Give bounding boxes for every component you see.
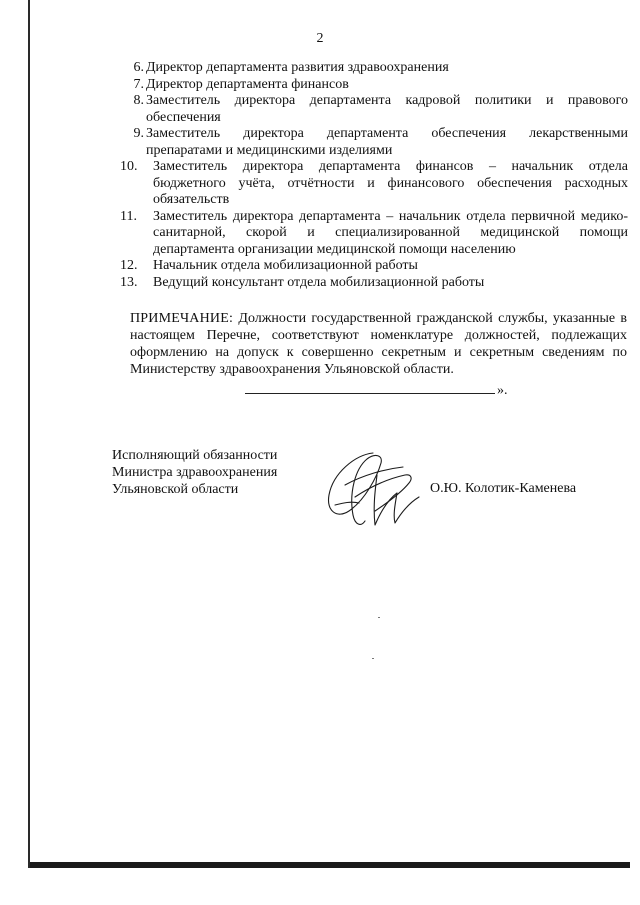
note-label: ПРИМЕЧАНИЕ: [130,311,234,326]
scan-left-border [28,0,30,868]
signer-title-line: Министра здравоохранения [112,465,278,480]
signer-name: О.Ю. Колотик-Каменева [430,481,577,496]
closing-rule [245,381,495,394]
scan-bottom-border [30,862,630,868]
list-item [120,126,628,159]
note-paragraph [130,310,627,378]
list-item-text: Начальник отдела мобилизационной работы [153,258,418,273]
page-number: 2 [316,31,324,46]
list-item [120,275,628,292]
signer-title [112,447,322,498]
list-item-number: 13. [120,274,138,290]
list-item [120,60,628,77]
list-item-text: Заместитель директора департамента кадровой политики и правового обеспечения [146,93,628,125]
list-item-number: 10. [120,159,138,174]
position-list [120,60,628,291]
list-item-text: Ведущий консультант отдела мобилизационной работы [153,274,485,290]
list-item-text: Заместитель директора департамента – начальник отдела первичной медико-санитарной, скорой и специализированной медицинской помощи департамента организации медицинской помощи населению [153,208,628,257]
scan-speck [372,658,374,659]
list-item [120,93,628,126]
list-item-text: Директор департамента развития здравоохранения [146,60,449,75]
list-item-text: Заместитель директора департамента финансов – начальник отдела бюджетного учёта, отчётности и финансового обеспечения расходных обязательств [153,159,628,207]
list-item-text: Заместитель директора департамента обеспечения лекарственными препаратами и медицинскими изделиями [146,126,628,158]
list-item-text: Директор департамента финансов [146,76,349,92]
note-text: Должности государственной гражданской службы, указанные в настоящем Перечне, соответствуют номенклатуре должностей, подлежащих оформлению на допуск к совершенно секретным и секретным сведениям по Министерству здравоохранения Ульяновской области. [130,311,627,377]
list-item [120,159,628,209]
handwritten-signature [315,445,425,535]
list-item-number: 8. [133,93,144,108]
scan-speck [378,617,380,618]
list-item-number: 11. [120,208,137,224]
list-item [120,258,628,275]
list-item [120,77,628,94]
signer-title-line: Исполняющий обязанности [112,448,278,463]
list-item-number: 7. [133,76,144,92]
closing-line [245,381,508,397]
list-item-number: 12. [120,258,138,273]
signer-title-line: Ульяновской области [112,482,239,497]
closing-mark: ». [497,383,508,398]
list-item-number: 9. [133,126,144,141]
list-item [120,209,628,259]
list-item-number: 6. [133,60,144,75]
